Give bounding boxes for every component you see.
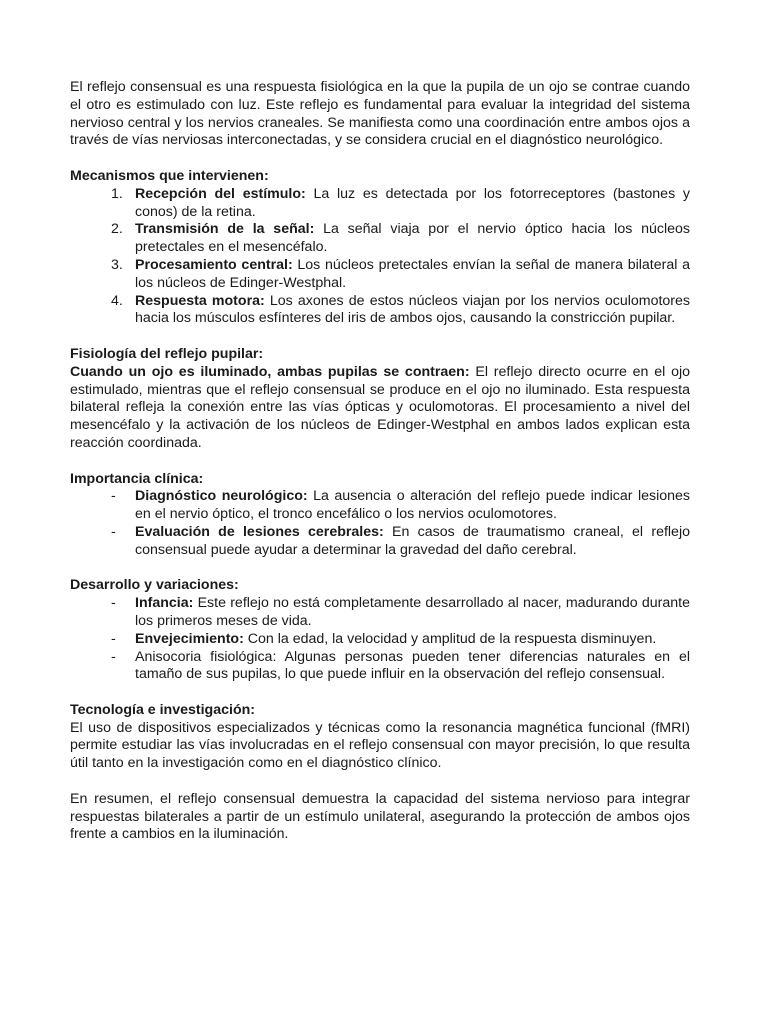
importancia-list (70, 488, 690, 559)
spacer (70, 150, 690, 168)
list-dash: - (111, 523, 116, 540)
item-text: En casos de traumatismo craneal, el reflejo consensual puede ayudar a determinar la gravedad del daño cerebral. (135, 523, 690, 558)
list-item (70, 186, 690, 222)
list-dash: - (111, 595, 116, 612)
list-item (70, 221, 690, 257)
item-text: La señal viaja por el nervio óptico hacia los núcleos pretectales en el mesencéfalo. (135, 221, 690, 256)
spacer (70, 560, 690, 578)
list-item (70, 631, 690, 649)
item-term: Recepción del estímulo: (135, 185, 306, 202)
item-text: Este reflejo no está completamente desarrollado al nacer, madurando durante los primeros meses de vida. (135, 595, 690, 629)
section-heading-importancia: Importancia clínica: (70, 470, 204, 487)
list-item (70, 595, 690, 631)
list-dash: - (111, 648, 116, 665)
section-heading-fisiologia: Fisiología del reflejo pupilar: (70, 345, 264, 362)
intro-paragraph: El reflejo consensual es una respuesta fisiológica en la que la pupila de un ojo se contrae cuando el otro es estimulado con luz. Este reflejo es fundamental para evaluar la integridad del sistema nervioso central y los nervios craneales. Se manifiesta como una coordinación entre ambos ojos a través de vías nerviosas interconectadas, y se considera crucial en el diagnóstico neurológico. (70, 79, 690, 149)
item-term: Evaluación de lesiones cerebrales: (135, 523, 384, 540)
list-number: 4. (111, 292, 123, 309)
section-heading-mecanismos: Mecanismos que intervienen: (70, 167, 269, 184)
spacer (70, 773, 690, 791)
list-item (70, 649, 690, 685)
fisiologia-paragraph (70, 364, 690, 453)
fisiologia-lead: Cuando un ojo es iluminado, ambas pupilas se contraen: (70, 363, 470, 380)
list-item (70, 293, 690, 329)
item-text: Anisocoria fisiológica: Algunas personas pueden tener diferencias naturales en el tamaño de sus pupilas, lo que puede influir en la observación del reflejo consensual. (135, 648, 690, 683)
item-term: Infancia: (135, 595, 194, 612)
item-term: Envejecimiento: (135, 630, 244, 647)
item-text: Los núcleos pretectales envían la señal de manera bilateral a los núcleos de Edinger-Westphal. (135, 256, 690, 291)
item-term: Diagnóstico neurológico: (135, 488, 308, 505)
spacer (70, 328, 690, 346)
spacer (70, 684, 690, 702)
tecnologia-paragraph: El uso de dispositivos especializados y técnicas como la resonancia magnética funcional (fMRI) permite estudiar las vías involucradas en el reflejo consensual con mayor precisión, lo que resulta útil tanto en la investigación como en el diagnóstico clínico. (70, 719, 690, 772)
list-item (70, 524, 690, 560)
list-number: 2. (111, 221, 123, 238)
item-text: La luz es detectada por los fotorreceptores (bastones y conos) de la retina. (135, 185, 690, 220)
desarrollo-list (70, 595, 690, 684)
section-heading-desarrollo: Desarrollo y variaciones: (70, 577, 239, 594)
list-item (70, 488, 690, 524)
list-number: 3. (111, 256, 123, 273)
resumen-paragraph: En resumen, el reflejo consensual demuestra la capacidad del sistema nervioso para integrar respuestas bilaterales a partir de un estímulo unilateral, asegurando la protección de ambos ojos frente a cambios en la iluminación. (70, 790, 690, 843)
list-dash: - (111, 488, 116, 505)
list-number: 1. (111, 185, 123, 202)
item-text: La ausencia o alteración del reflejo puede indicar lesiones en el nervio óptico, el tronco encefálico o los nervios oculomotores. (135, 488, 690, 523)
item-term: Respuesta motora: (135, 292, 265, 309)
item-text: Con la edad, la velocidad y amplitud de la respuesta disminuyen. (243, 630, 657, 647)
item-text: Los axones de estos núcleos viajan por los nervios oculomotores hacia los músculos esfínteres del iris de ambos ojos, causando la constricción pupilar. (135, 292, 690, 327)
list-item (70, 257, 690, 293)
list-dash: - (111, 630, 116, 647)
mecanismos-list (70, 186, 690, 328)
item-term: Transmisión de la señal: (135, 221, 315, 238)
fisiologia-text: El reflejo directo ocurre en el ojo estimulado, mientras que el reflejo consensual se produce en el ojo no iluminado. Esta respuesta bilateral refleja la conexión entre las vías ópticas y oculomotoras. El procesamiento a nivel del mesencéfalo y la activación de los núcleos de Edinger-Westphal en ambos lados explican esta reacción coordinada. (70, 363, 690, 451)
section-heading-tecnologia: Tecnología e investigación: (70, 701, 255, 718)
spacer (70, 453, 690, 471)
item-term: Procesamiento central: (135, 256, 293, 273)
